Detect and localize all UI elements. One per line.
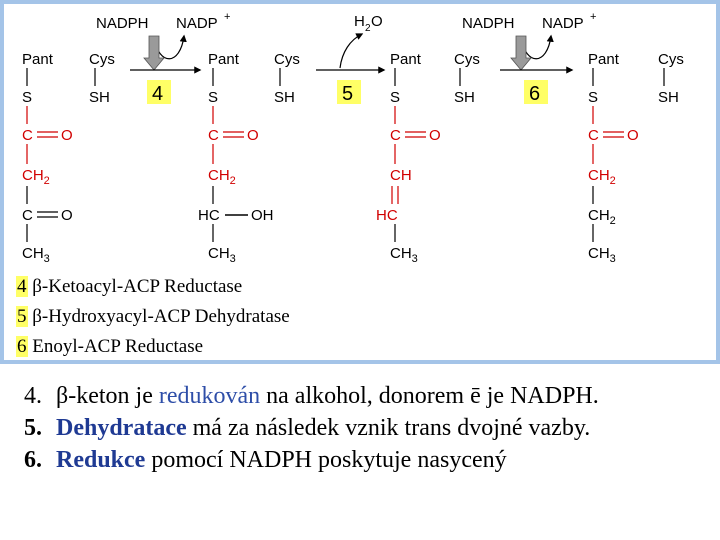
- step-number-4: 4: [152, 83, 164, 105]
- carbonyl-oxygen: O: [247, 127, 259, 144]
- nadp-label-1: NADP: [176, 15, 218, 32]
- pant-label: Pant: [390, 51, 421, 68]
- pant-label: Pant: [588, 51, 619, 68]
- carbonyl-oxygen: O: [429, 127, 441, 144]
- sh-label: SH: [658, 89, 679, 106]
- note-keyword: Redukce: [56, 447, 146, 473]
- legend-text: Enoyl-ACP Reductase: [32, 336, 204, 357]
- legend-item-5: [16, 306, 290, 328]
- methyl-group: $CH_3$: [22, 245, 50, 265]
- nadph-label-1: NADPH: [96, 15, 149, 32]
- carbonyl-carbon: C: [390, 127, 401, 144]
- alkene-carbon-hc: HC: [376, 207, 398, 224]
- note-text: β-keton je: [56, 383, 159, 409]
- cofactor-arrow-6: [511, 36, 551, 70]
- reaction-arrow-5: [316, 70, 384, 105]
- pant-label: Pant: [208, 51, 239, 68]
- sulfur-label: S: [588, 89, 599, 106]
- nadp-label-2: NADP: [542, 15, 584, 32]
- step-number-5: 5: [342, 83, 354, 105]
- cys-label: Cys: [454, 51, 480, 68]
- methylene-group-2: $CH_2$: [588, 207, 616, 227]
- methylene-group: $CH_2$: [208, 167, 236, 187]
- nadph-label-2: NADPH: [462, 15, 515, 32]
- sh-label: SH: [454, 89, 475, 106]
- sh-label: SH: [274, 89, 295, 106]
- note-item-4: [24, 380, 704, 412]
- nadp-plus-2: +: [590, 11, 597, 23]
- note-text: má za následek vznik trans dvojné vazby.: [186, 415, 591, 441]
- legend-number: 6: [17, 336, 27, 357]
- keto-carbon: C: [22, 207, 33, 224]
- legend-text: β-Ketoacyl-ACP Reductase: [32, 276, 243, 297]
- note-keyword: redukován: [158, 383, 261, 409]
- molecule-acetoacetyl: [22, 51, 115, 265]
- alkene-carbon-ch: CH: [390, 167, 412, 184]
- sulfur-label: S: [208, 89, 219, 106]
- sh-label: SH: [89, 89, 110, 106]
- carbonyl-oxygen: O: [627, 127, 639, 144]
- keto-oxygen: O: [61, 207, 73, 224]
- legend-item-6: [16, 336, 203, 358]
- note-item-5: [24, 412, 704, 444]
- hydroxyl-group: OH: [251, 207, 274, 224]
- legend-number: 5: [17, 306, 27, 327]
- sulfur-label: S: [22, 89, 33, 106]
- cofactor-arrow-4: [144, 36, 184, 70]
- pant-label: Pant: [22, 51, 53, 68]
- methyl-group: $CH_3$: [390, 245, 418, 265]
- carbonyl-carbon: C: [208, 127, 219, 144]
- note-number: 6.: [24, 447, 42, 473]
- hydroxyl-carbon: HC: [198, 207, 220, 224]
- reaction-arrow-4: [130, 70, 200, 105]
- carbonyl-carbon: C: [22, 127, 33, 144]
- methylene-group: $CH_2$: [22, 167, 50, 187]
- reaction-arrow-6: [500, 70, 572, 105]
- sulfur-label: S: [390, 89, 401, 106]
- legend-item-4: [16, 276, 242, 298]
- methylene-group: $CH_2$: [588, 167, 616, 187]
- carbonyl-carbon: C: [588, 127, 599, 144]
- cys-label: Cys: [658, 51, 684, 68]
- molecule-butyryl: [588, 51, 684, 265]
- note-number: 5.: [24, 415, 42, 441]
- note-text: na alkohol, donorem ē je NADPH.: [260, 383, 599, 409]
- note-keyword: Dehydratace: [56, 415, 187, 441]
- water-2: 2: [365, 23, 371, 34]
- molecule-crotonyl: [376, 51, 480, 265]
- methyl-group: $CH_3$: [588, 245, 616, 265]
- molecule-hydroxybutyryl: [198, 51, 300, 265]
- note-item-6: [24, 444, 704, 476]
- water-arrow-5: [340, 34, 362, 68]
- carbonyl-oxygen: O: [61, 127, 73, 144]
- water-h: H: [354, 13, 365, 30]
- step-number-6: 6: [529, 83, 541, 105]
- cys-label: Cys: [89, 51, 115, 68]
- legend-text: β-Hydroxyacyl-ACP Dehydratase: [32, 306, 290, 327]
- note-number: 4.: [24, 383, 42, 409]
- notes-list: [24, 380, 704, 476]
- note-text: pomocí NADPH poskytuje nasycený: [145, 447, 507, 473]
- methyl-group: $CH_3$: [208, 245, 236, 265]
- legend-number: 4: [17, 276, 27, 297]
- water-o: O: [371, 13, 383, 30]
- nadp-plus-1: +: [224, 11, 231, 23]
- cys-label: Cys: [274, 51, 300, 68]
